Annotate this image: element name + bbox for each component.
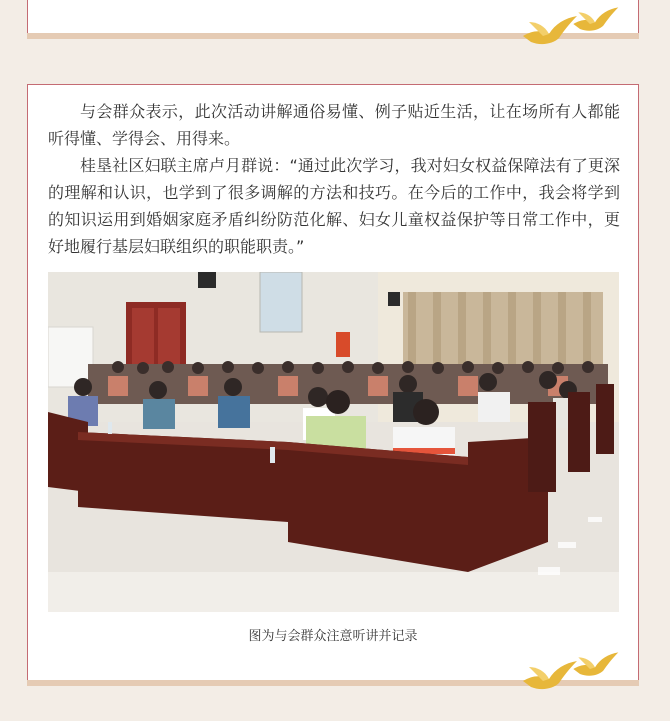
dove-ornament-icon <box>570 647 620 681</box>
article-paragraph: 与会群众表示，此次活动讲解通俗易懂、例子贴近生活，让在场所有人都能听得懂、学得会、用得来。 <box>48 102 620 148</box>
dove-ornament-icon <box>570 2 620 36</box>
meeting-room-photo-icon <box>48 272 619 612</box>
meeting-photo <box>48 272 619 612</box>
photo-caption: 图为与会群众注意听讲并记录 <box>248 629 418 644</box>
article-paragraph: 桂垦社区妇联主席卢月群说：“通过此次学习，我对妇女权益保障法有了更深的理解和认识，也学到了很多调解的方法和技巧。在今后的工作中，我会将学到的知识运用到婚姻家庭矛盾纠纷防范化解、妇女儿童权益保护等日常工作中，更好地履行基层妇联组织的职能职责。” <box>48 156 620 256</box>
